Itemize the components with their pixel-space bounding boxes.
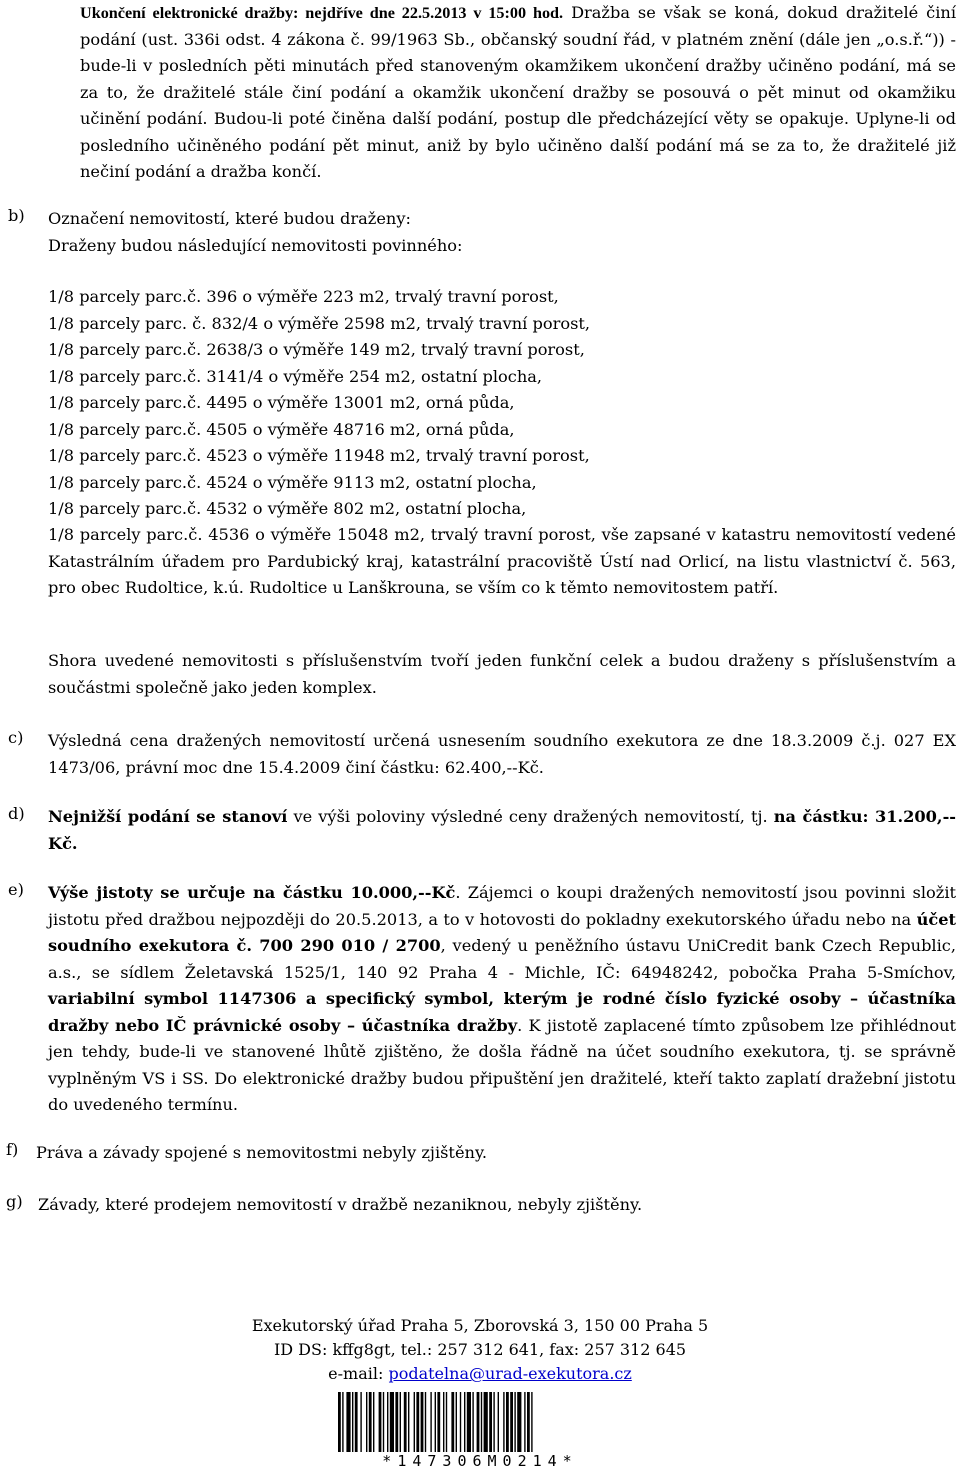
parcel-item: 1/8 parcely parc.č. 396 o výměře 223 m2, trvalý travní porost, [48,287,559,306]
section-b-subheading: Draženy budou následující nemovitosti povinného: [48,235,463,255]
section-e-text [48,880,956,1119]
footer-email-label: e-mail: [328,1364,389,1383]
parcel-item: 1/8 parcely parc.č. 2638/3 o výměře 149 m2, trvalý travní porost, [48,340,585,359]
barcode-bar [404,1392,407,1452]
parcel-item: 1/8 parcely parc. č. 832/4 o výměře 2598 m2, trvalý travní porost, [48,313,591,333]
barcode-bar [506,1392,509,1452]
footer-email-line [240,1362,720,1386]
barcode-bar [379,1392,382,1452]
barcode-bar [531,1392,532,1452]
parcel-last-item: 1/8 parcely parc.č. 4536 o výměře 15048 m2, trvalý travní porost, vše zapsané v katastru nemovitostí vedené Katastrálním úřadem pro Pardubický kraj, katastrální pracoviště Ústí nad Orlicí, na listu vlastnictví č. 563, pro obec Rudoltice, k.ú. Rudoltice u Lanškrouna, se vším co k těmto nemovitostem patří. [48,525,956,597]
footer-address: Exekutorský úřad Praha 5, Zborovská 3, 150 00 Praha 5 [251,1316,709,1335]
barcode-bar [489,1392,492,1452]
barcode-bar [346,1392,350,1452]
barcode-bar [464,1392,465,1452]
barcode-bar [472,1392,473,1452]
section-b-heading-block [48,206,956,259]
section-d-label: d) [8,804,25,823]
barcode-bar [481,1392,482,1452]
barcode-bar [342,1392,343,1452]
section-g-text: Závady, které prodejem nemovitostí v dražbě nezaniknou, nebyly zjištěny. [38,1195,643,1214]
lowest-bid-amount: na částku: 31.200,--Kč. [48,807,957,853]
auction-end-text: Dražba se však se koná, dokud dražitelé činí podání (ust. 336i odst. 4 zákona č. 99/1963 Sb., občanský soudní řád, v platném znění (dále jen „o.s.ř.“)) - bude-li v posledních pěti minutách před stanoveným okamžikem ukončení dražby učiněno podání, má se za to, že dražitelé stále činí podání a okamžik ukončení dražby se posouvá o pět minut od okamžiku učinění podání. Budou-li poté činěna další podání, postup dle předcházející věty se opakuje. Uplyne-li od posledního učiněného podání pět minut, aniž by bylo učiněno další podání má se za to, že dražitelé již nečiní podání a dražba končí. [80,3,957,181]
barcode-bar [355,1392,358,1452]
section-f-label: f) [6,1140,19,1159]
parcel-item: 1/8 parcely parc.č. 4532 o výměře 802 m2, ostatní plocha, [48,499,527,518]
deposit-text-3: . K jistotě zaplacené tímto způsobem lze přihlédnout jen tehdy, bude-li ve stanovené lhůtě zjištěno, že došla řádně na účet soudního exekutora, tj. se správně vyplněným VS i SS. Do elektronické dražby budou připuštění jen dražitelé, kteří takto zaplatí dražební jistotu do uvedeného termínu. [48,1015,956,1114]
auction-end-paragraph [80,0,956,186]
barcode-bar [510,1392,513,1452]
barcode-bar [443,1392,444,1452]
section-d-text [48,804,956,857]
barcode-bar [373,1392,374,1452]
barcode-bar [437,1392,440,1452]
footer-contacts: ID DS: kffg8gt, tel.: 257 312 641, fax: 257 312 645 [273,1340,687,1359]
barcode-bar [369,1392,372,1452]
barcode-bar [383,1392,384,1452]
barcode-bar [360,1392,361,1452]
barcode-bar [451,1392,454,1452]
barcode-bar [514,1392,515,1452]
barcode-bar [408,1392,409,1452]
section-f-text: Práva a závady spojené s nemovitostmi nebyly zjištěny. [36,1143,488,1162]
barcode-bar [477,1392,480,1452]
deposit-text-1: . Zájemci o koupi dražených nemovitostí jsou povinni složit jistotu před dražbou nejpozději do 20.5.2013, a to v hotovosti do pokladny exekutorského úřadu nebo na [48,883,956,929]
barcode-text: *147306M0214* [382,1452,578,1470]
barcode-bar [425,1392,426,1452]
section-e-label: e) [8,880,24,899]
barcode-bar [430,1392,431,1452]
deposit-text-2: , vedený u peněžního ústavu UniCredit bank Czech Republic, a.s., se sídlem Želetavská 1525/1, 140 92 Praha 4 - Michle, IČ: 64948242, pobočka Praha 5-Smíchov, [48,936,956,982]
section-b-heading: Označení nemovitostí, které budou draženy: [48,209,411,228]
barcode-bar [517,1392,521,1452]
barcode-bar [421,1392,424,1452]
barcode-bar [366,1392,367,1452]
lowest-bid-bold: Nejnižší podání se stanoví [48,807,288,826]
barcode-bar [416,1392,419,1452]
barcode-bar [352,1392,353,1452]
section-g-label: g) [6,1192,23,1211]
variable-symbol-bold: variabilní symbol 1147306 a specifický symbol, kterým je rodné číslo fyzické osoby – účastníka dražby nebo IČ právnické osoby – účastníka dražby [48,989,956,1035]
barcode-bar [387,1392,388,1452]
barcode-bar [456,1392,457,1452]
barcode-bar [484,1392,488,1452]
barcode-bar [338,1392,341,1452]
parcel-item: 1/8 parcely parc.č. 4505 o výměře 48716 m2, orná půda, [48,419,515,439]
parcel-list [48,284,956,523]
deposit-amount-bold: Výše jistoty se určuje na částku 10.000,--Kč [48,883,456,902]
barcode-bar [390,1392,394,1452]
barcode-bar [524,1392,525,1452]
barcode-bar [460,1392,461,1452]
barcode-bar [414,1392,415,1452]
parcel-item: 1/8 parcely parc.č. 4523 o výměře 11948 m2, trvalý travní porost, [48,446,590,465]
barcode-bar [395,1392,398,1452]
parcel-item: 1/8 parcely parc.č. 4524 o výměře 9113 m2, ostatní plocha, [48,472,537,492]
parcel-item: 1/8 parcely parc.č. 3141/4 o výměře 254 m2, ostatní plocha, [48,366,543,386]
parcel-item: 1/8 parcely parc.č. 4495 o výměře 13001 m2, orná půda, [48,393,515,412]
lowest-bid-text: ve výši poloviny výsledné ceny dražených nemovitostí, tj. [287,807,774,826]
barcode-bar [446,1392,447,1452]
footer-email-link[interactable]: podatelna@urad-exekutora.cz [388,1364,632,1383]
barcode-bar [435,1392,436,1452]
barcode-bar [400,1392,401,1452]
complex-note: Shora uvedené nemovitosti s příslušenstvím tvoří jeden funkční celek a budou draženy s příslušenstvím a součástmi společně jako jeden komplex. [48,651,956,697]
barcode-image [338,1392,622,1452]
barcode-bar [467,1392,471,1452]
auction-end-bold: Ukončení elektronické dražby: nejdříve dne 22.5.2013 v 15:00 hod. [80,4,564,22]
barcode-bar [503,1392,504,1452]
barcode-bar [493,1392,494,1452]
barcode-bar [527,1392,530,1452]
barcode-bar [498,1392,499,1452]
section-c-label: c) [8,728,24,747]
bank-account-bold: účet soudního exekutora č. 700 290 010 / 2700 [48,909,956,955]
section-b-label: b) [8,206,25,225]
section-c-text: Výsledná cena dražených nemovitostí určená usnesením soudního exekutora ze dne 18.3.2009 č.j. 027 EX 1473/06, právní moc dne 15.4.2009 činí částku: 62.400,--Kč. [48,731,956,777]
footer [240,1314,720,1386]
